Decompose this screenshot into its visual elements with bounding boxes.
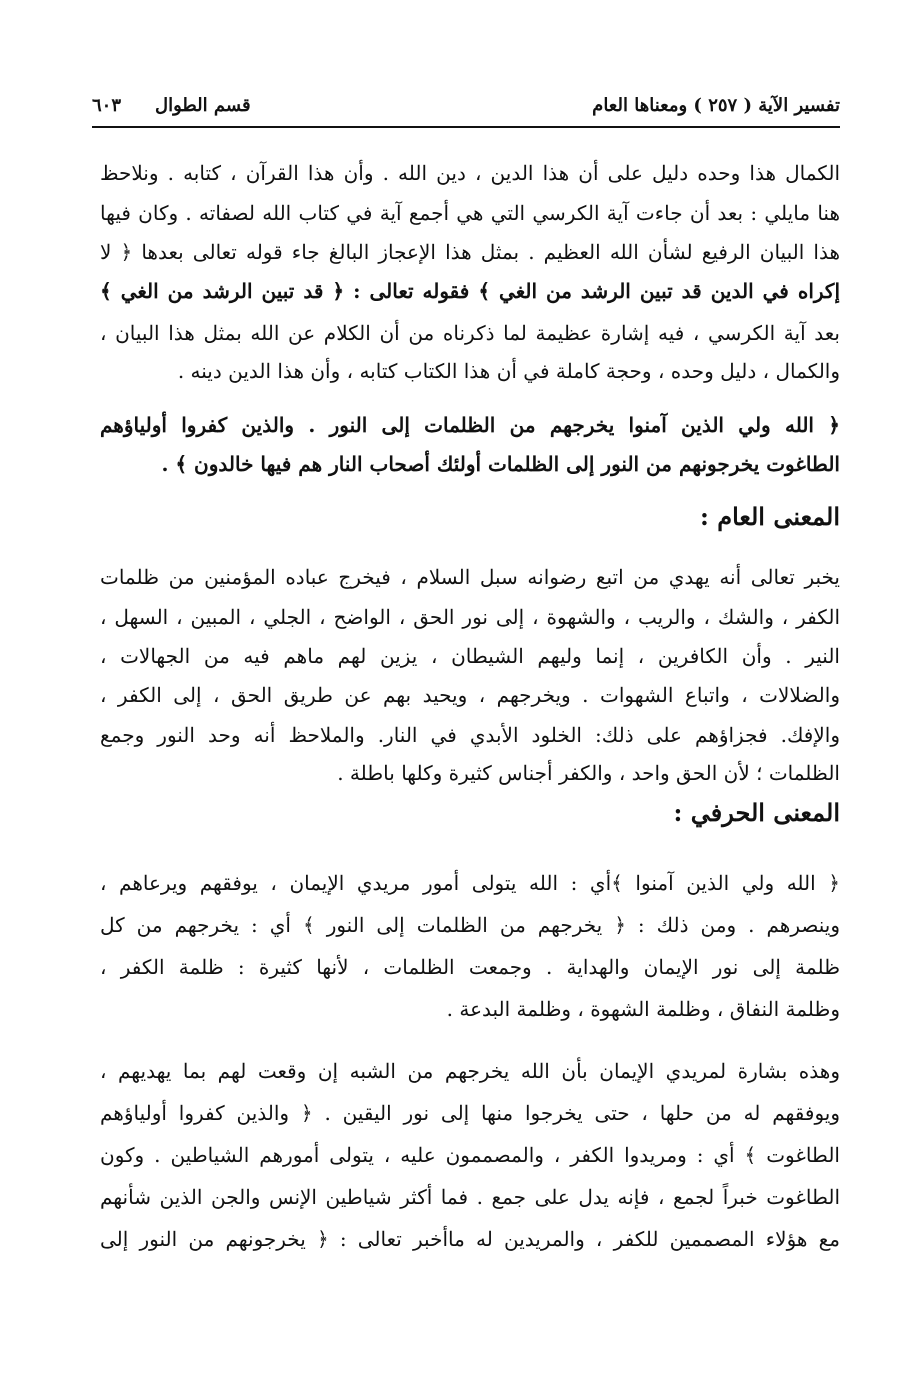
text-line: وينصرهم . ومن ذلك : ﴿ يخرجهم من الظلمات إلى النور ﴾ أي : يخرجهم من كل	[100, 913, 840, 937]
page-header	[92, 88, 840, 122]
text-line: الطاغوت خبراً لجمع ، فإنه يدل على جمع . فما أكثر شياطين الإنس والجن الذين شأنهم	[100, 1185, 840, 1209]
text-line: والضلالات ، واتباع الشهوات . ويخرجهم ، ويحيد بهم عن طريق الحق ، إلى الكفر ،	[100, 683, 840, 707]
text-line: والكمال ، دليل وحده ، وحجة كاملة في أن هذا الكتاب كتابه ، وأن هذا الدين دينه .	[177, 359, 840, 383]
page-number: ٦٠٣	[92, 94, 122, 116]
text-line: ظلمة إلى نور الإيمان والهداية . وجمعت الظلمات ، لأنها كثيرة : ظلمة الكفر ،	[100, 955, 840, 979]
text-line: ويوفقهم له من حلها ، حتى يخرجوا منها إلى نور اليقين . ﴿ والذين كفروا أولياؤهم	[100, 1101, 840, 1125]
verse-line: الطاغوت يخرجونهم من النور إلى الظلمات أولئك أصحاب النار هم فيها خالدون ﴾ .	[161, 452, 840, 476]
chapter-title: تفسير الآية ( ٢٥٧ ) ومعناها العام	[592, 94, 840, 116]
verse-line: ﴿ الله ولي الذين آمنوا يخرجهم من الظلمات إلى النور . والذين كفروا أولياؤهم	[100, 413, 840, 437]
text-line: وظلمة النفاق ، وظلمة الشهوة ، وظلمة البدعة .	[446, 997, 840, 1021]
text-line: النير . وأن الكافرين ، إنما وليهم الشيطان ، يزين لهم ماهم فيه من الجهالات ،	[100, 644, 840, 668]
text-line: وهذه بشارة لمريدي الإيمان بأن الله يخرجهم من الشبه إن وقعت لهم بما يهديهم ،	[100, 1059, 840, 1083]
text-line: الكفر ، والشك ، والريب ، والشهوة ، إلى نور الحق ، الواضح ، الجلي ، المبين ، السهل ،	[100, 605, 840, 629]
text-line: مع هؤلاء المصممين للكفر ، والمريدين له ماأخبر تعالى : ﴿ يخرجونهم من النور إلى	[100, 1227, 840, 1251]
text-line: إكراه في الدين قد تبين الرشد من الغي ﴾ فقوله تعالى : ﴿ قد تبين الرشد من الغي ﴾	[100, 279, 840, 303]
text-line: الطاغوت ﴾ أي : ومريدوا الكفر ، والمصممون عليه ، يتولى أمورهم الشياطين . وكون	[100, 1143, 840, 1167]
text-line: الكمال هذا وحده دليل على أن هذا الدين ، دين الله . وأن هذا القرآن ، كتابه . ونلاحظ	[100, 161, 840, 185]
text-line: يخبر تعالى أنه يهدي من اتبع رضوانه سبل السلام ، فيخرج عباده المؤمنين من ظلمات	[100, 565, 840, 589]
text-line: والإفك. فجزاؤهم على ذلك: الخلود الأبدي في النار. والملاحظ أنه وحد النور وجمع	[100, 723, 840, 747]
text-line: هنا مايلي : بعد أن جاءت آية الكرسي التي هي أجمع آية في كتاب الله لصفاته . وكان فيها	[100, 201, 840, 225]
text-line: ﴿ الله ولي الذين آمنوا ﴾أي : الله يتولى أمور مريدي الإيمان ، يوفقهم ويرعاهم ،	[100, 871, 840, 895]
section-heading-general-meaning: المعنى العام :	[700, 502, 840, 531]
text-line: الظلمات ؛ لأن الحق واحد ، والكفر أجناس كثيرة وكلها باطلة .	[337, 761, 840, 785]
section-heading-literal-meaning: المعنى الحرفي :	[673, 798, 840, 827]
text-line: هذا البيان الرفيع لشأن الله العظيم . بمثل هذا الإعجاز البالغ جاء قوله تعالى بعدها ﴿ لا	[100, 240, 840, 264]
text-line: بعد آية الكرسي ، فيه إشارة عظيمة لما ذكرناه من أن الكلام عن الله بمثل هذا البيان ،	[100, 321, 840, 345]
section-title: قسم الطوال	[155, 94, 251, 116]
header-divider	[92, 126, 840, 128]
